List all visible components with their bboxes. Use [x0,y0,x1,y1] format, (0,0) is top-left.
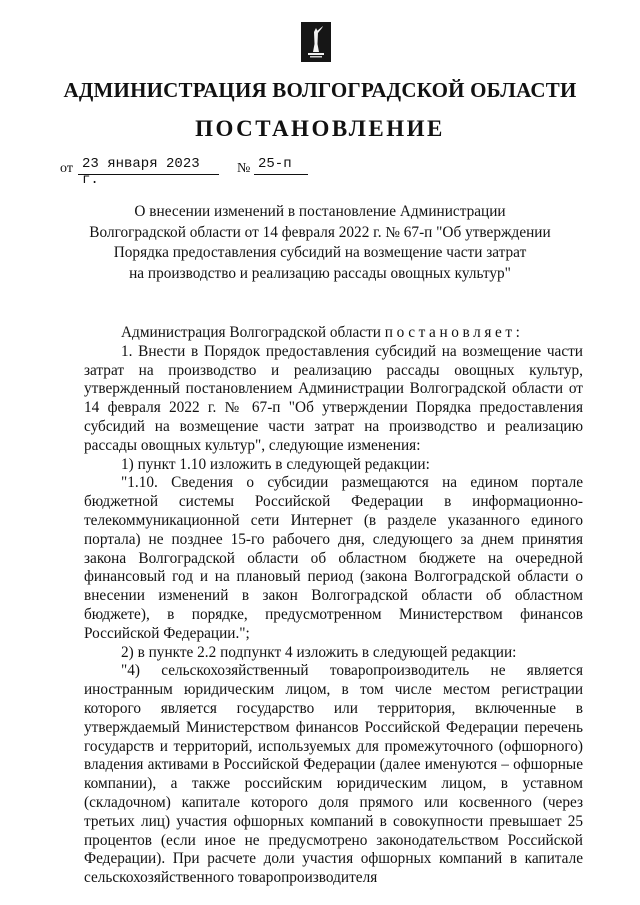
date-label: от [60,161,73,176]
paragraph-subitem-1: 1) пункт 1.10 изложить в следующей редакции: [121,455,430,473]
title-line: Порядка предоставления субсидий на возмещение части затрат [113,244,527,261]
quoted-subclause-4: "4) сельскохозяйственный товаропроизводитель не является иностранным юридическим лицом, в том числе местом регистрации которого является государство или территория, включенные в утверждаемый Министерством финансов Российской Федерации перечень государств и территорий, используемых для промежуточного (офшорного) владения активами в Российской Федерации (далее именуются – офшорные компании), а также российским юридическим лицом, в уставном (складочном) капитале которого доля прямого или косвенного (через третьих лиц) участия офшорных компаний в совокупности превышает 25 процентов (если иное не предусмотрено законодательством Российской Федерации). При расчете доли участия офшорных компаний в капитале сельскохозяйственного товаропроизводителя [84,662,583,887]
title-line: О внесении изменений в постановление Администрации [134,203,506,220]
paragraph-item-1: 1. Внести в Порядок предоставления субсидий на возмещение части затрат на производство и реализацию рассады овощных культур, утвержденный постановлением Администрации Волгоградской области от 14 февраля 2022 г. № 67-п "Об утверждении Порядка предоставления субсидий на возмещение части затрат на производство и реализацию рассады овощных культур", следующие изменения: [84,342,583,454]
intro-text: Администрация Волгоградской области [121,324,385,341]
title-line: Волгоградской области от 14 февраля 2022 г. № 67-п "Об утверждении [89,223,551,241]
number-value: 25-п [254,156,308,175]
number-label: № [237,161,251,176]
quoted-clause-1-10: "1.10. Сведения о субсидии размещаются на едином портале бюджетной системы Российской Федерации в информационно-телекоммуникационной сети Интернет (в разделе указанного единого портала) не позднее 15-го рабочего дня, следующего за днем принятия закона Волгоградской области об областном бюджете на очередной финансовый год и на плановый период (закона Волгоградской области о внесении изменений в закон Волгоградской области об областном бюджете), в порядке, предусмотренном Министерством финансов Российской Федерации."; [84,474,583,642]
decree-word: постановляет: [384,324,524,341]
document-type: ПОСТАНОВЛЕНИЕ [195,116,445,141]
date-value: 23 января 2023 г. [78,156,219,175]
document-body [84,324,583,888]
paragraph-subitem-2: 2) в пункте 2.2 подпункт 4 изложить в следующей редакции: [121,643,517,661]
organization-name: АДМИНИСТРАЦИЯ ВОЛГОГРАДСКОЙ ОБЛАСТИ [63,78,577,102]
document-title [60,202,580,284]
intro-paragraph [84,324,583,343]
title-line: на производство и реализацию рассады овощных культур" [129,264,511,282]
volgograd-coat-of-arms-icon [301,22,331,62]
